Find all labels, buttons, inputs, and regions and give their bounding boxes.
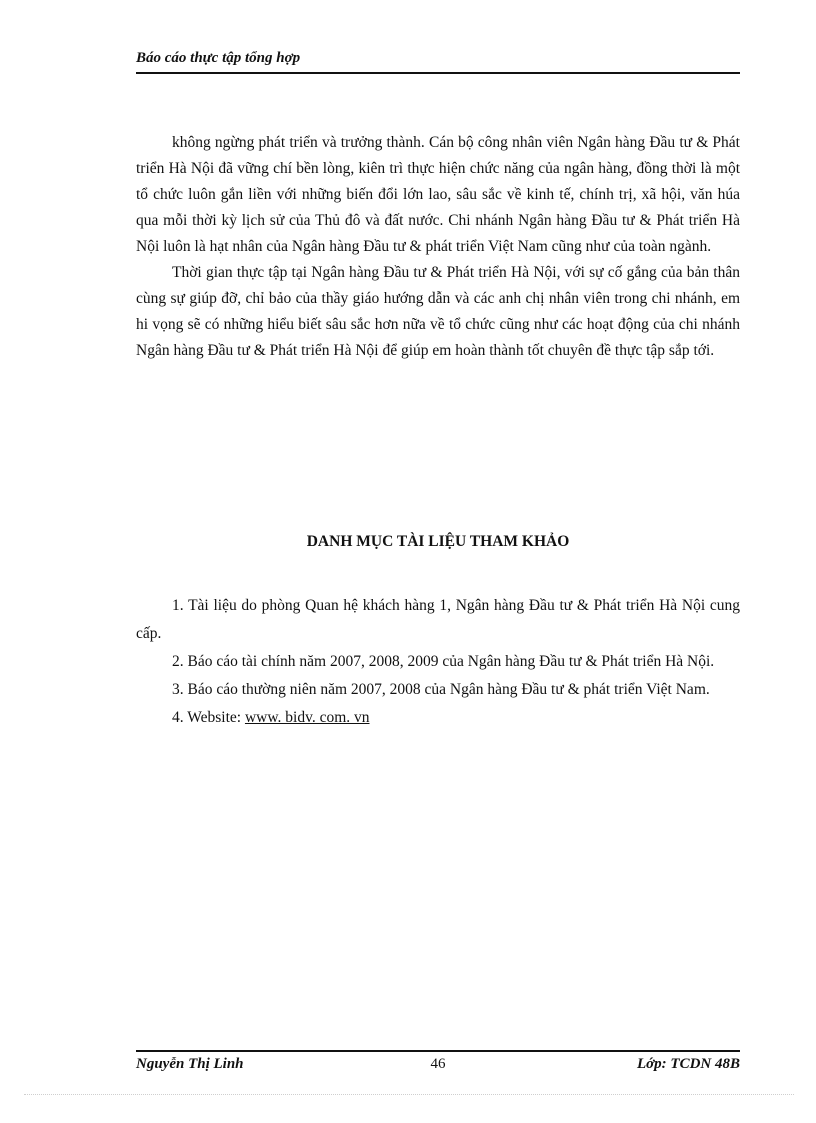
- reference-item-4-prefix: 4. Website:: [172, 709, 245, 726]
- page-header: [136, 48, 740, 74]
- reference-item-1: 1. Tài liệu do phòng Quan hệ khách hàng 1, Ngân hàng Đầu tư & Phát triển Hà Nội cung cấp.: [136, 597, 740, 642]
- references-list: [136, 592, 740, 732]
- reference-item-4: [136, 704, 740, 732]
- reference-item-3: 3. Báo cáo thường niên năm 2007, 2008 của Ngân hàng Đầu tư & phát triển Việt Nam.: [172, 681, 710, 698]
- paragraph-2: Thời gian thực tập tại Ngân hàng Đầu tư & Phát triển Hà Nội, với sự cố gắng của bản thân cùng sự giúp đỡ, chỉ bảo của thầy giáo hướng dẫn và các anh chị nhân viên trong chi nhánh, em hi vọng sẽ có những hiểu biết sâu sắc hơn nữa về tổ chức cũng như các hoạt động của chi nhánh Ngân hàng Đầu tư & Phát triển Hà Nội để giúp em hoàn thành tốt chuyên đề thực tập sắp tới.: [136, 264, 740, 359]
- footer-author: Nguyễn Thị Linh: [136, 1056, 244, 1072]
- footer-class: Lớp: TCDN 48B: [636, 1056, 740, 1072]
- body-text: [136, 130, 740, 364]
- header-title: Báo cáo thực tập tổng hợp: [136, 50, 301, 66]
- website-link[interactable]: www. bidv. com. vn: [244, 709, 370, 726]
- reference-item-2: 2. Báo cáo tài chính năm 2007, 2008, 2009 của Ngân hàng Đầu tư & Phát triển Hà Nội.: [172, 653, 715, 670]
- paragraph-1: không ngừng phát triển và trưởng thành. Cán bộ công nhân viên Ngân hàng Đầu tư & Phát triển Hà Nội đã vững chí bền lòng, kiên trì thực hiện chức năng của ngân hàng, đồng thời là một tổ chức luôn gắn liền với những biến đổi lớn lao, sâu sắc về kinh tế, chính trị, xã hội, văn húa qua mỗi thời kỳ lịch sử của Thủ đô và đất nước. Chi nhánh Ngân hàng Đầu tư & Phát triển Hà Nội luôn là hạt nhân của Ngân hàng Đầu tư & phát triển Việt Nam cũng như của toàn ngành.: [136, 134, 740, 255]
- references-title: DANH MỤC TÀI LIỆU THAM KHẢO: [306, 533, 570, 550]
- page-number: 46: [430, 1056, 446, 1072]
- page-footer: [136, 1050, 740, 1078]
- page-edge-divider: [24, 1094, 794, 1095]
